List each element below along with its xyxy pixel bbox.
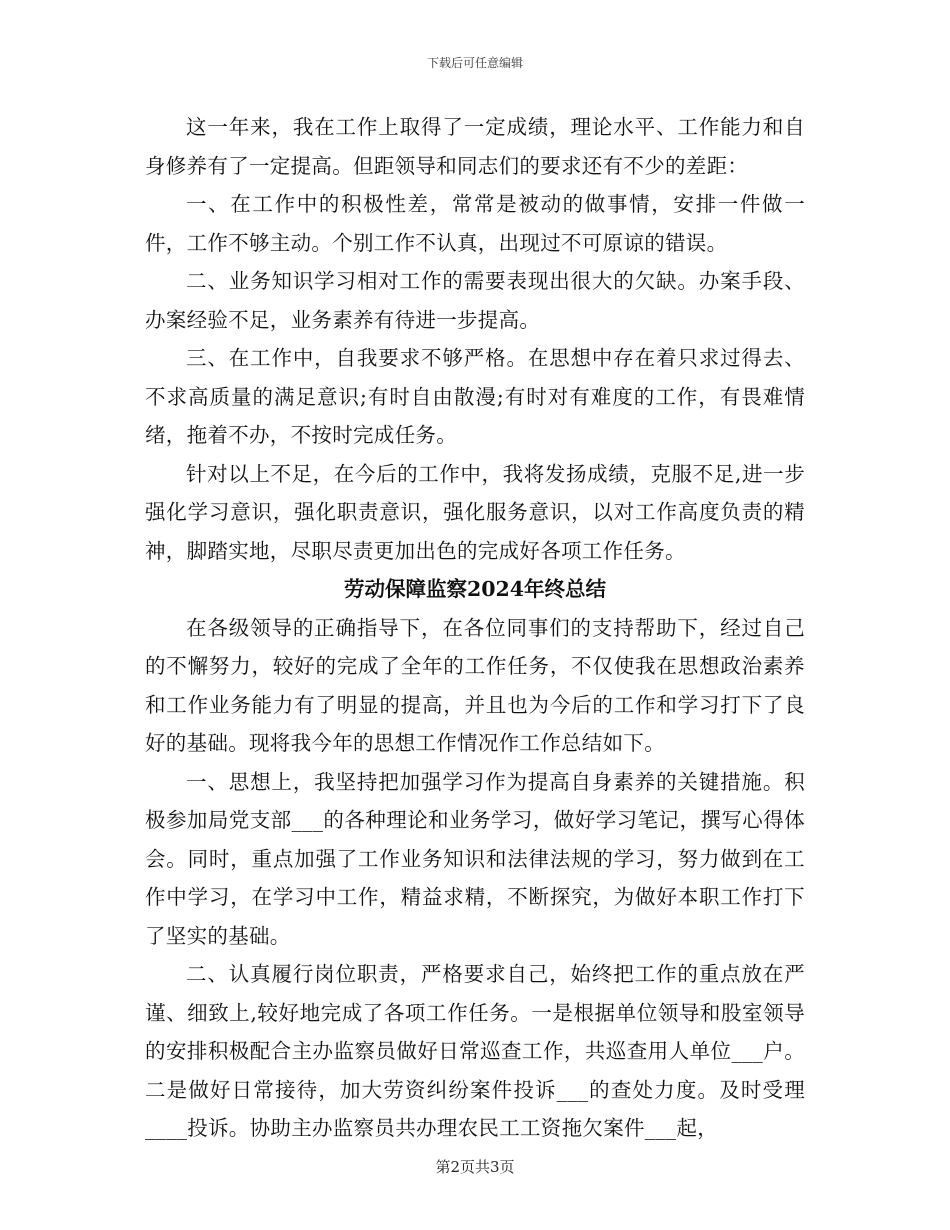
paragraph-6: 在各级领导的正确指导下，在各位同事们的支持帮助下，经过自己的不懈努力，较好的完成了全年的工作任务，不仅使我在思想政治素养和工作业务能力有了明显的提高，并且也为今后的工作和学习打下了良好的基础。现将我今年的思想工作情况作工作总结如下。 [145,615,805,755]
paragraph-7: 一、思想上，我坚持把加强学习作为提高自身素养的关键措施。积极参加局党支部___的各种理论和业务学习，做好学习笔记，撰写心得体会。同时，重点加强了工作业务知识和法律法规的学习，努力做到在工作中学习，在学习中工作，精益求精，不断探究，为做好本职工作打下了坚实的基础。 [145,769,805,948]
paragraph-4: 三、在工作中，自我要求不够严格。在思想中存在着只求过得去、不求高质量的满足意识;有时自由散漫;有时对有难度的工作，有畏难情绪，拖着不办，不按时完成任务。 [145,346,805,447]
paragraph-1: 这一年来，我在工作上取得了一定成绩，理论水平、工作能力和自身修养有了一定提高。但距领导和同志们的要求还有不少的差距： [145,115,805,178]
paragraph-2: 一、在工作中的积极性差，常常是被动的做事情，安排一件做一件，工作不够主动。个别工作不认真，出现过不可原谅的错误。 [145,192,805,255]
document-body [145,108,805,1148]
paragraph-8: 二、认真履行岗位职责，严格要求自己，始终把工作的重点放在严谨、细致上,较好地完成了各项工作任务。一是根据单位领导和股室领导的安排积极配合主办监察员做好日常巡查工作，共巡查用人单位___户。二是做好日常接待，加大劳资纠纷案件投诉___的查处力度。及时受理____投诉。协助主办监察员共办理农民工工资拖欠案件___起， [145,962,805,1140]
page-footer: 第2页共3页 [435,1158,515,1176]
paragraph-3: 二、业务知识学习相对工作的需要表现出很大的欠缺。办案手段、办案经验不足，业务素养有待进一步提高。 [145,269,805,332]
paragraph-5: 针对以上不足，在今后的工作中，我将发扬成绩，克服不足,进一步强化学习意识，强化职责意识，强化服务意识，以对工作高度负责的精神，脚踏实地，尽职尽责更加出色的完成好各项工作任务。 [145,461,805,563]
page-header: 下载后可任意编辑 [426,56,523,70]
section-title: 劳动保障监察2024年终总结 [343,577,607,601]
